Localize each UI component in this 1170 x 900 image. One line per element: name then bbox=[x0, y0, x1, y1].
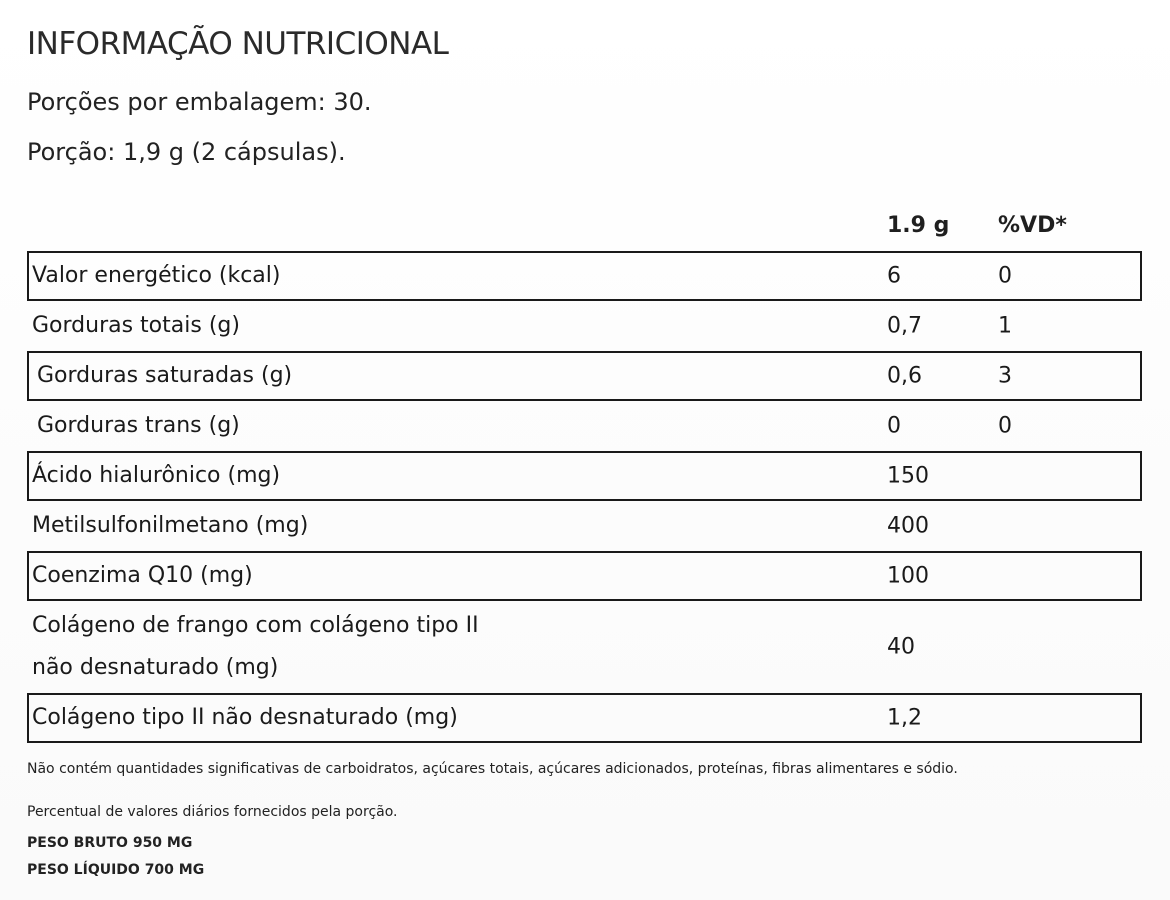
nutrient-name: Gorduras trans (g) bbox=[37, 413, 240, 438]
table-row bbox=[27, 451, 1142, 501]
footnote-nutrients: Não contém quantidades significativas de carboidratos, açúcares totais, açúcares adicionados, proteínas, fibras alimentares e sódio. bbox=[27, 761, 958, 777]
nutrient-quantity: 0 bbox=[887, 413, 901, 439]
nutrient-name: Valor energético (kcal) bbox=[32, 263, 281, 288]
nutrient-name: Coenzima Q10 (mg) bbox=[32, 563, 253, 588]
table-row bbox=[27, 501, 1142, 551]
nutrient-name: Gorduras totais (g) bbox=[32, 313, 240, 338]
nutrient-quantity: 1,2 bbox=[887, 705, 922, 731]
header-quantity: 1.9 g bbox=[887, 213, 950, 238]
net-weight: PESO LÍQUIDO 700 MG bbox=[27, 862, 205, 878]
table-row bbox=[27, 601, 1142, 693]
nutrient-quantity: 0,7 bbox=[887, 313, 922, 339]
nutrient-quantity: 40 bbox=[887, 634, 915, 660]
table-row bbox=[27, 401, 1142, 451]
portion-size: Porção: 1,9 g (2 cápsulas). bbox=[27, 138, 346, 166]
table-row bbox=[27, 351, 1142, 401]
nutrient-quantity: 150 bbox=[887, 463, 929, 489]
header-daily-value: %VD* bbox=[998, 213, 1067, 238]
nutrient-quantity: 6 bbox=[887, 263, 901, 289]
table-row bbox=[27, 251, 1142, 301]
gross-weight: PESO BRUTO 950 MG bbox=[27, 835, 193, 851]
nutrient-name: Colágeno tipo II não desnaturado (mg) bbox=[32, 705, 458, 730]
nutrient-name-line1: Colágeno de frango com colágeno tipo II bbox=[32, 613, 479, 638]
nutrient-daily-value: 0 bbox=[998, 263, 1012, 289]
nutrient-quantity: 0,6 bbox=[887, 363, 922, 389]
nutrient-name: Metilsulfonilmetano (mg) bbox=[32, 513, 309, 538]
table-header bbox=[27, 205, 1142, 251]
page-title: INFORMAÇÃO NUTRICIONAL bbox=[27, 26, 449, 62]
nutrient-quantity: 400 bbox=[887, 513, 929, 539]
servings-per-package: Porções por embalagem: 30. bbox=[27, 88, 372, 116]
nutrient-name-line2: não desnaturado (mg) bbox=[32, 655, 279, 680]
nutrient-daily-value: 3 bbox=[998, 363, 1012, 389]
nutrition-table bbox=[27, 205, 1142, 743]
footnote-daily-value: Percentual de valores diários fornecidos pela porção. bbox=[27, 804, 398, 820]
nutrient-daily-value: 1 bbox=[998, 313, 1012, 339]
nutrient-daily-value: 0 bbox=[998, 413, 1012, 439]
table-row bbox=[27, 301, 1142, 351]
table-row bbox=[27, 693, 1142, 743]
nutrient-name: Gorduras saturadas (g) bbox=[37, 363, 293, 388]
nutrient-name bbox=[32, 605, 479, 689]
table-row bbox=[27, 551, 1142, 601]
nutrient-quantity: 100 bbox=[887, 563, 929, 589]
nutrient-name: Ácido hialurônico (mg) bbox=[32, 463, 281, 488]
